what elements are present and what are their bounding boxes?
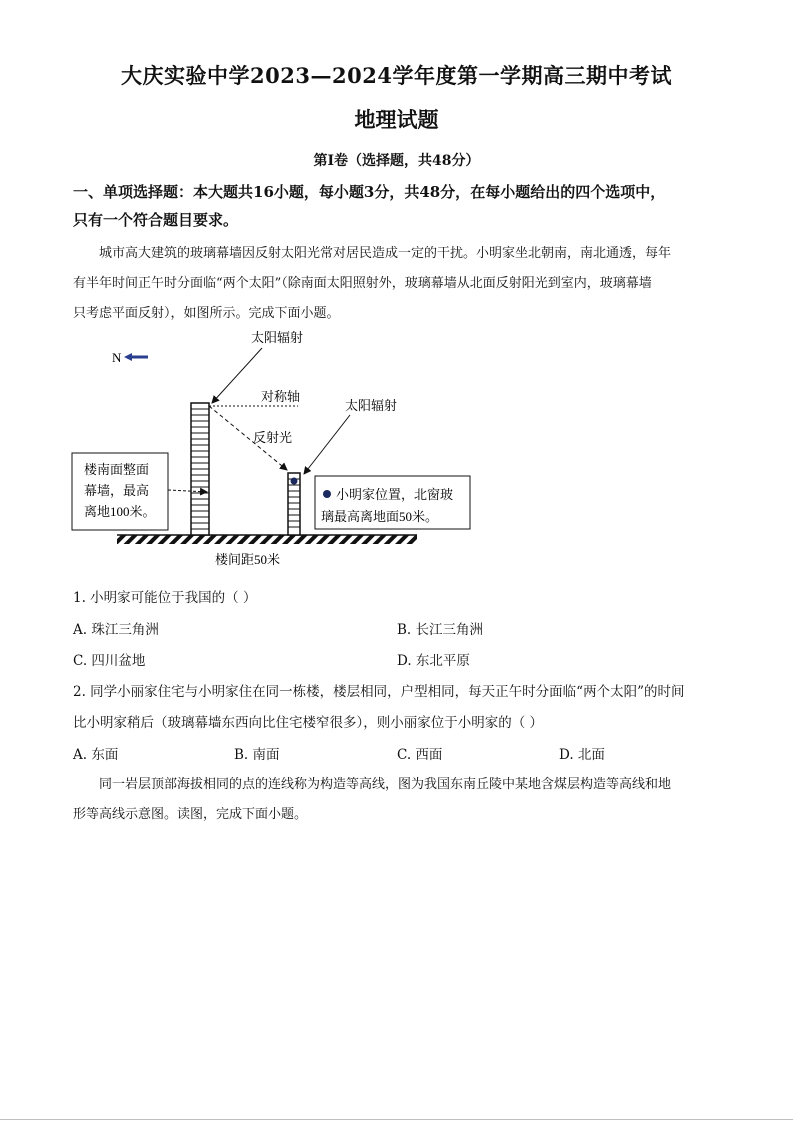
north-label: N — [112, 350, 122, 365]
q1-option-b: B. 长江三角洲 — [397, 622, 484, 638]
home-dot-legend-icon — [323, 490, 331, 498]
subject-title: 地理试题 — [354, 107, 439, 132]
q1-option-c: C. 四川盆地 — [73, 653, 146, 669]
reflect-label: 反射光 — [253, 430, 293, 445]
section-heading-line2: 只有一个符合题目要求。 — [73, 211, 239, 229]
left-box-line1: 楼南面整面 — [84, 462, 150, 477]
glass-curtain-wall-figure — [0, 325, 793, 575]
right-box-line2: 璃最高离地面50米。 — [321, 509, 439, 524]
short-building — [288, 473, 300, 535]
q2-stem-line2: 比小明家稍后（玻璃幕墙东西向比住宅楼窄很多），则小丽家位于小明家的（ ） — [73, 715, 544, 731]
tall-building — [191, 403, 209, 535]
q2-option-d: D. 北面 — [559, 747, 605, 763]
ground-hatch — [117, 535, 417, 544]
home-dot-icon — [291, 478, 298, 485]
q2-option-a: A. 东面 — [73, 747, 119, 763]
q2-option-c: C. 西面 — [397, 747, 443, 763]
passage2-line1: 同一岩层顶部海拔相同的点的连线称为构造等高线，图为我国东南丘陵中某地含煤层构造等高线和地 — [99, 777, 672, 792]
passage1-line2: 有半年时间正午时分面临“两个太阳”（除南面太阳照射外，玻璃幕墙从北面反射阳光到室内，玻璃幕墙 — [73, 276, 652, 291]
left-box-line3: 离地100米。 — [84, 504, 156, 519]
sun-label-top: 太阳辐射 — [251, 330, 304, 345]
north-arrow-icon — [124, 353, 148, 361]
passage2-line2: 形等高线示意图。读图，完成下面小题。 — [73, 807, 308, 822]
q2-option-b: B. 南面 — [234, 747, 280, 763]
q1-option-d: D. 东北平原 — [397, 653, 470, 669]
q2-stem-line1: 2. 同学小丽家住宅与小明家住在同一栋楼，楼层相同，户型相同，每天正午时分面临“两个太阳”的时间 — [73, 684, 685, 700]
q1-option-a: A. 珠江三角洲 — [73, 622, 159, 638]
axis-label: 对称轴 — [261, 389, 301, 404]
page-bottom-rule — [0, 1119, 793, 1120]
exam-title: 大庆实验中学2023—2024学年度第一学期高三期中考试 — [121, 63, 672, 88]
q1-stem: 1. 小明家可能位于我国的（ ） — [73, 590, 257, 606]
passage1-line3: 只考虑平面反射），如图所示。完成下面小题。 — [73, 306, 340, 321]
distance-label: 楼间距50米 — [215, 552, 281, 567]
part-title: 第Ⅰ卷（选择题，共48分） — [313, 153, 480, 169]
left-box-line2: 幕墙，最高 — [84, 483, 150, 498]
passage1-line1: 城市高大建筑的玻璃幕墙因反射太阳光常对居民造成一定的干扰。小明家坐北朝南，南北通透，每年 — [99, 246, 672, 261]
right-box-line1: 小明家位置，北窗玻 — [336, 487, 454, 502]
section-heading-line1: 一、单项选择题：本大题共16小题，每小题3分，共48分，在每小题给出的四个选项中， — [73, 183, 666, 201]
sun-label-right: 太阳辐射 — [345, 398, 398, 413]
